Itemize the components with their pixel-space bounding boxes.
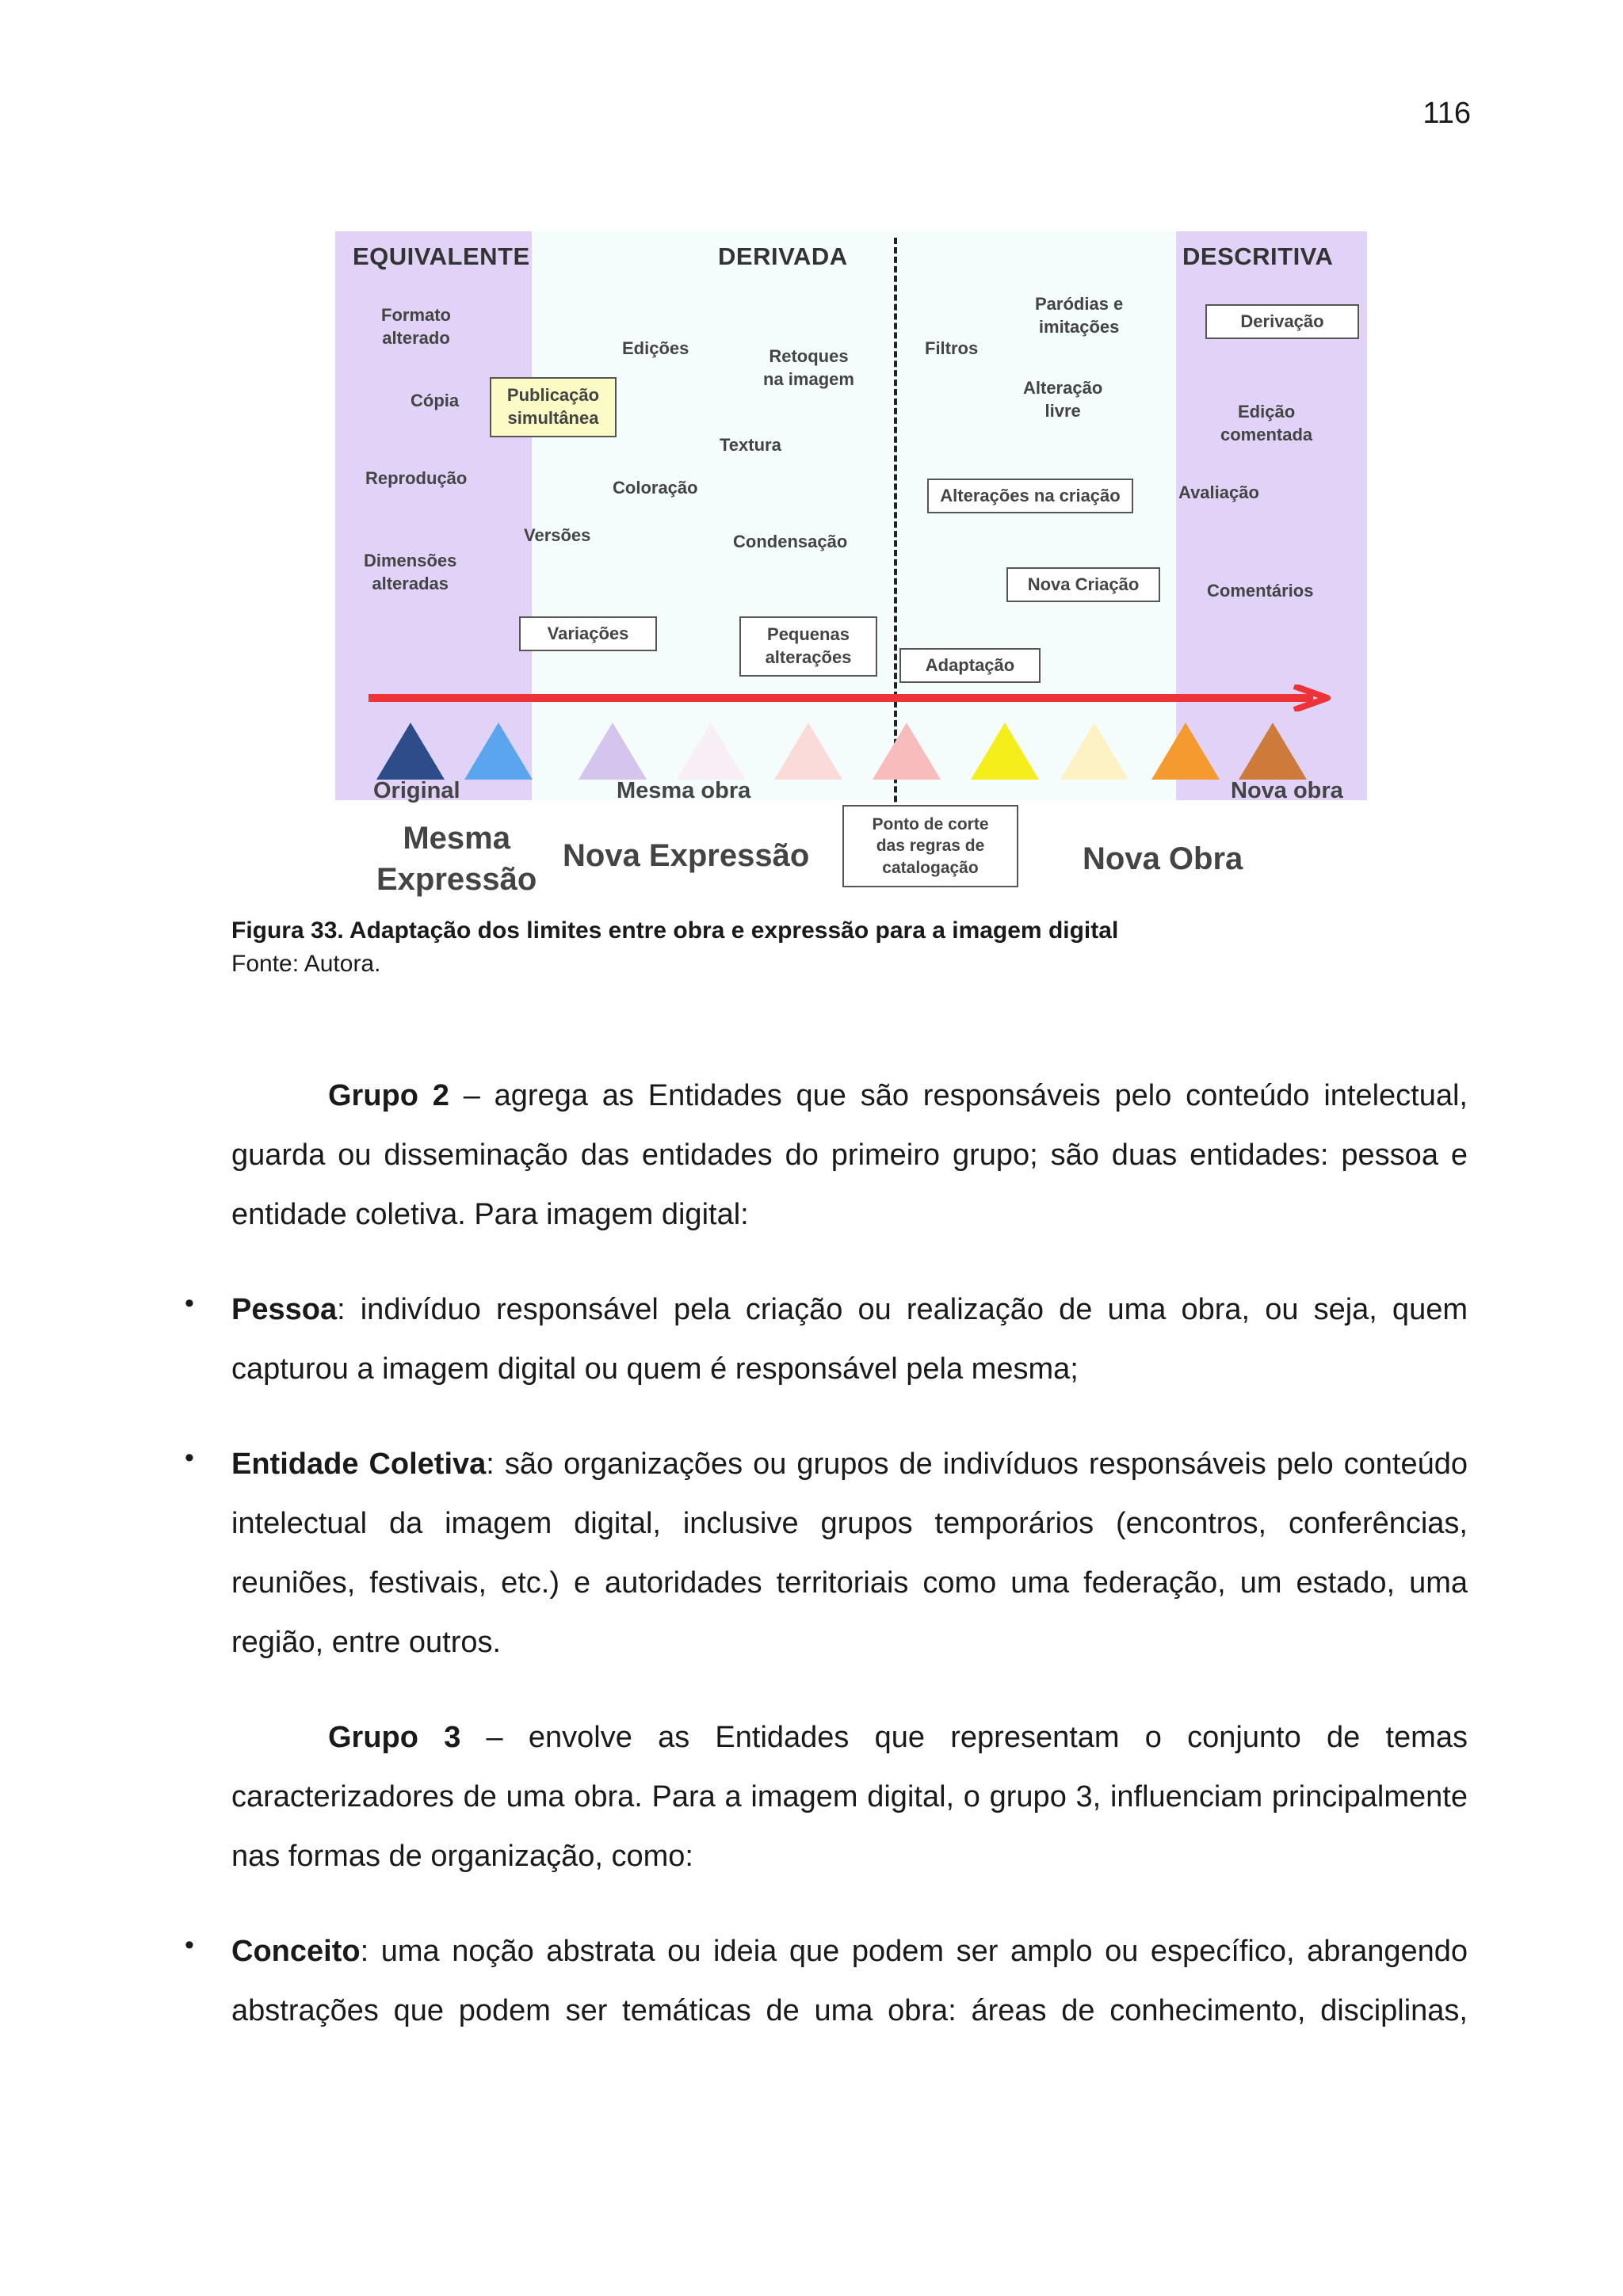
figure-work-expression-limits — [335, 231, 1367, 897]
label-versoes: Versões — [524, 525, 591, 545]
grupo-2-title: Grupo 2 — [328, 1079, 449, 1112]
box-variacoes: Variações — [519, 616, 657, 651]
label-condensacao: Condensação — [733, 532, 848, 551]
label-avaliacao: Avaliação — [1178, 482, 1259, 502]
triangle-5 — [774, 723, 842, 780]
paragraph-grupo-2 — [231, 1066, 1468, 1245]
label-nova-expressao: Nova Expressão — [563, 838, 810, 873]
triangle-7 — [971, 723, 1039, 780]
grupo-3-title: Grupo 3 — [328, 1721, 461, 1754]
label-copia: Cópia — [411, 391, 460, 410]
box-pequenas-alteracoes: Pequenas alterações — [739, 616, 877, 677]
bullet-entidade: • — [185, 1443, 194, 1473]
label-formato-alterado: Formato alterado — [381, 305, 451, 348]
label-nova-obra-small: Nova obra — [1231, 778, 1343, 803]
header-derivada: DERIVADA — [718, 242, 848, 270]
triangle-10 — [1239, 723, 1307, 780]
triangle-6 — [873, 723, 941, 780]
entidade-text: : são organizações ou grupos de indivíduos responsáveis pelo conteúdo intelectual da imagem digital, inclusive grupos temporários (encontros, conferências, reuniões, festivais, etc.) e autoridades territoriais como uma federação, um estado, uma região, entre outros. — [231, 1447, 1468, 1659]
paragraph-pessoa — [231, 1280, 1468, 1399]
conceito-text: : uma noção abstrata ou ideia que podem ser amplo ou específico, abrangendo abstrações que podem ser temáticas de uma obra: áreas de conhecimento, disciplinas, — [231, 1935, 1468, 2027]
triangle-9 — [1151, 723, 1220, 780]
label-filtros: Filtros — [925, 338, 979, 358]
triangle-4 — [677, 723, 745, 780]
box-publicacao-simultanea: Publicação simultânea — [490, 377, 617, 437]
label-edicoes: Edições — [622, 338, 689, 358]
box-adaptacao: Adaptação — [899, 648, 1041, 683]
label-comentarios: Comentários — [1207, 581, 1314, 601]
figure-source: Fonte: Autora. — [231, 951, 381, 977]
label-coloracao: Coloração — [613, 478, 698, 498]
label-original: Original — [373, 778, 460, 803]
bullet-conceito: • — [185, 1930, 194, 1960]
paragraph-entidade-coletiva — [231, 1435, 1468, 1672]
triangle-3 — [579, 723, 647, 780]
label-textura: Textura — [720, 435, 781, 455]
label-edicao-comentada: Edição comentada — [1220, 402, 1313, 444]
label-retoques: Retoques na imagem — [763, 346, 854, 389]
header-equivalente: EQUIVALENTE — [353, 242, 530, 270]
box-derivacao: Derivação — [1205, 304, 1359, 339]
grupo-2-text: – agrega as Entidades que são responsáveis pelo conteúdo intelectual, guarda ou disseminação das entidades do primeiro grupo; são duas entidades: pessoa e entidade coletiva. Para imagem digital: — [231, 1079, 1468, 1231]
label-reproducao: Reprodução — [365, 468, 468, 488]
label-mesma-expressao: Mesma Expressão — [376, 821, 537, 897]
conceito-title: Conceito — [231, 1935, 361, 1968]
label-dimensoes-alteradas: Dimensões alteradas — [364, 551, 457, 593]
paragraph-conceito — [231, 1922, 1468, 2041]
page-number: 116 — [1423, 97, 1471, 130]
figure-caption: Figura 33. Adaptação dos limites entre obra e expressão para a imagem digital — [231, 917, 1119, 944]
grupo-3-text: – envolve as Entidades que representam o conjunto de temas caracterizadores de uma obra. Para a imagem digital, o grupo 3, influenciam principalmente nas formas de organização, como: — [231, 1721, 1468, 1873]
label-mesma-obra: Mesma obra — [617, 778, 751, 803]
label-parodias: Paródias e imitações — [1035, 294, 1124, 337]
box-nova-criacao: Nova Criação — [1006, 567, 1160, 602]
triangle-1 — [376, 723, 445, 780]
pessoa-title: Pessoa — [231, 1293, 338, 1326]
triangle-8 — [1060, 723, 1128, 780]
box-alteracoes-na-criacao: Alterações na criação — [927, 479, 1133, 513]
label-alteracao-livre: Alteração livre — [1023, 378, 1103, 421]
pessoa-text: : indivíduo responsável pela criação ou realização de uma obra, ou seja, quem capturou a imagem digital ou quem é responsável pela mesma; — [231, 1293, 1468, 1386]
paragraph-grupo-3 — [231, 1708, 1468, 1886]
timeline-arrow — [369, 685, 1337, 711]
entidade-title: Entidade Coletiva — [231, 1447, 487, 1481]
bullet-pessoa: • — [185, 1288, 194, 1318]
label-nova-obra-big: Nova Obra — [1083, 841, 1243, 876]
triangle-2 — [464, 723, 533, 780]
box-ponto-de-corte: Ponto de corte das regras de catalogação — [842, 805, 1018, 887]
header-descritiva: DESCRITIVA — [1182, 242, 1334, 270]
